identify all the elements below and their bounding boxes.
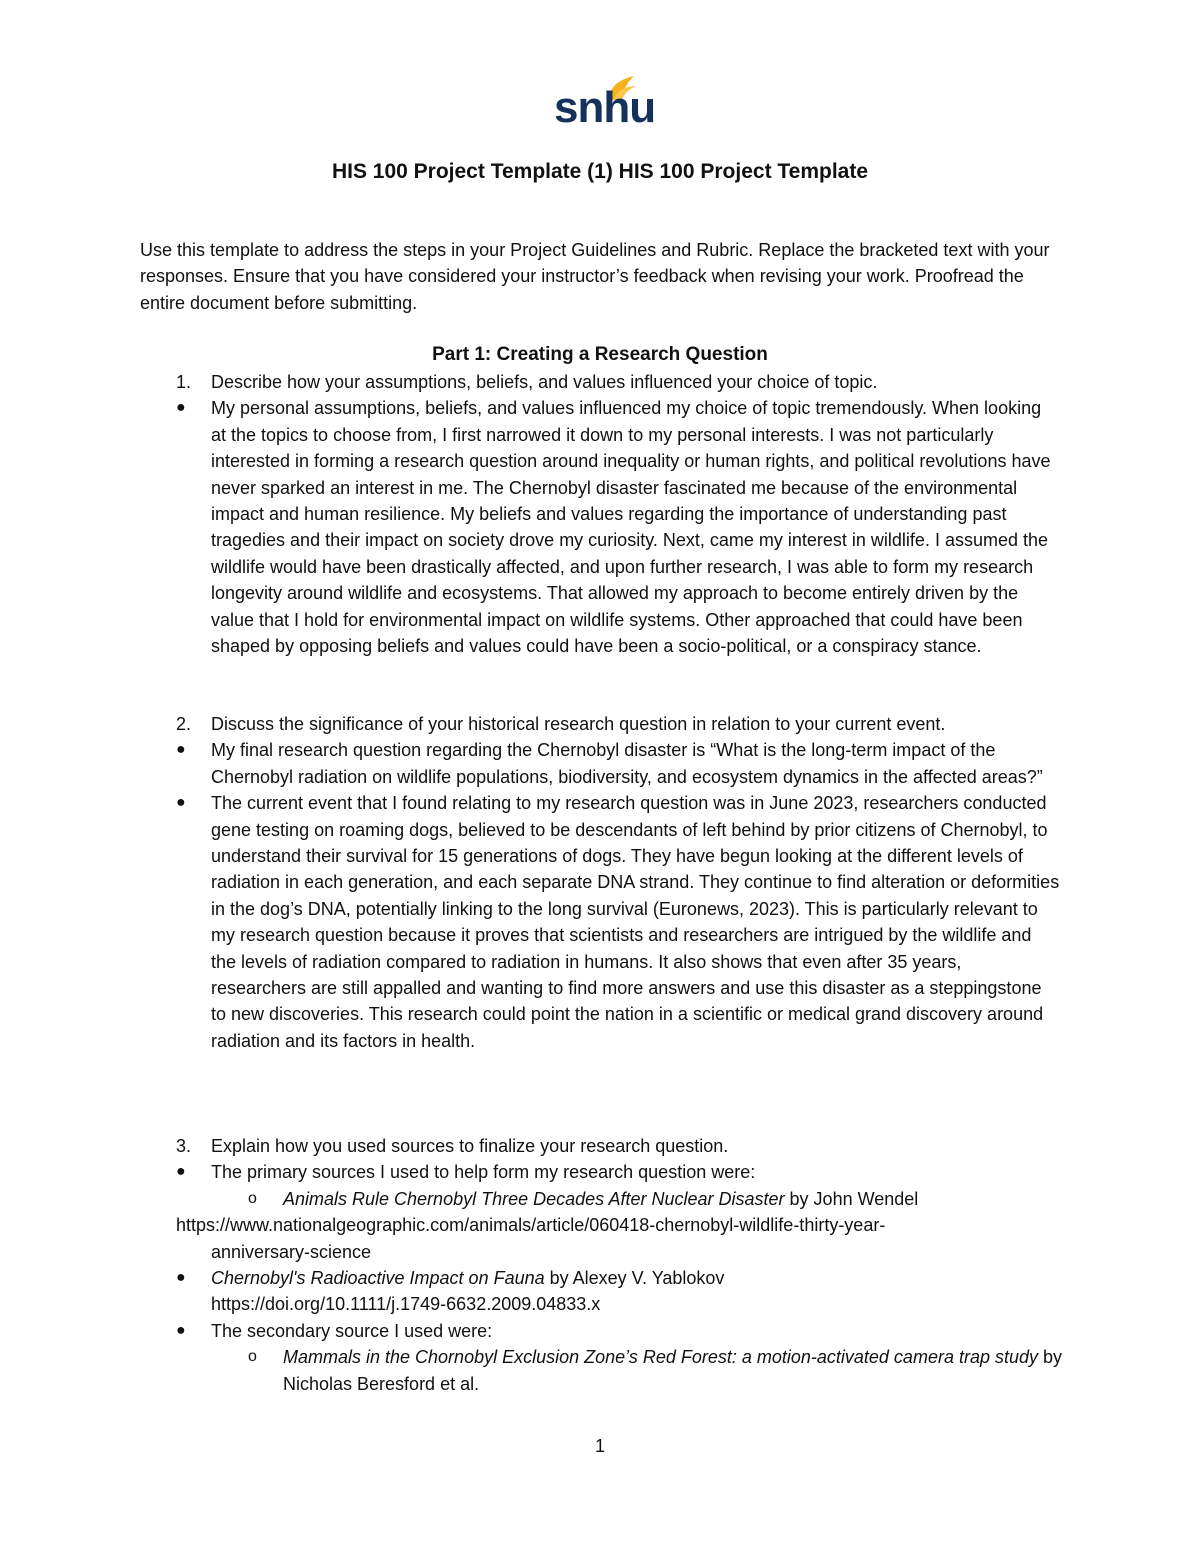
part1-heading: Part 1: Creating a Research Question [432,344,768,365]
answer-text: The current event that I found relating to my research question was in June 2023, researchers conducted gene testing on roaming dogs, believed to be descendants of left behind by prior citizens of Chernobyl, to understand their survival for 15 generations of dogs. They have begun looking at the different levels of radiation in each generation, and each separate DNA strand. They continue to find alteration or deformities in the dog’s DNA, potentially linking to the long survival (Euronews, 2023). This is particularly relevant to my research question because it proves that scientists and researchers are intrigued by the wildlife and the levels of radiation compared to radiation in humans. It also shows that even after 35 years, researchers are still appalled and wanting to find more answers and use this disaster as a steppingstone to new discoveries. This research could point the nation in a scientific or medical grand discovery around radiation and its factors in health. [211,793,1060,1051]
answer-2b [0,790,1200,1054]
bullet-icon: ● [176,741,186,759]
source-title: Animals Rule Chernobyl Three Decades After Nuclear Disaster [283,1188,785,1209]
bullet-icon: ● [176,1269,186,1287]
question-number: 2. [176,714,192,734]
bullet-icon: ● [176,1321,186,1339]
answer-text: My final research question regarding the Chernobyl disaster is “What is the long-term impact of the Chernobyl radiation on wildlife populations, biodiversity, and ecosystem dynamics in the affected areas?” [211,740,1043,787]
question-number: 3. [176,1136,192,1156]
source-1 [0,1186,1200,1212]
answer-1 [0,395,1200,659]
circle-bullet-icon: o [248,1348,257,1366]
bullet-icon: ● [176,794,186,812]
source-2-url[interactable]: https://doi.org/10.1111/j.1749-6632.2009.04833.x [211,1294,601,1315]
answer-text: My personal assumptions, beliefs, and values influenced my choice of topic tremendously. When looking at the topics to choose from, I first narrowed it down to my personal interests. I was not particularly interested in forming a research question around inequality or human rights, and political revolutions have never sparked an interest in me. The Chernobyl disaster fascinated me because of the environmental impact and human resilience. My beliefs and values regarding the importance of understanding past tragedies and their impact on society drove my curiosity. Next, came my interest in wildlife. I assumed the wildlife would have been drastically affected, and upon further research, I was able to form my research longevity around wildlife and ecosystems. That allowed my approach to become entirely driven by the value that I hold for environmental impact on wildlife systems. Other approached that could have been shaped by opposing beliefs and values could have been a socio-political, or a conspiracy stance. [211,398,1051,657]
question-2-block [0,711,1200,1054]
document-title: HIS 100 Project Template (1) HIS 100 Project Template [331,160,869,183]
question-3-block [0,1133,1200,1397]
source-1-citation [283,1186,1063,1212]
source-1-url[interactable]: https://www.nationalgeographic.com/animals/article/060418-chernobyl-wildlife-thirty-year- [176,1215,886,1236]
source-author: by John Wendel [784,1188,919,1209]
question-text: Explain how you used sources to finalize your research question. [211,1136,729,1156]
source-author: by Alexey V. Yablokov [544,1268,725,1289]
bullet-icon: ● [176,399,186,417]
source-title: Mammals in the Chornobyl Exclusion Zone’s Red Forest: a motion-activated camera trap study [283,1347,1038,1368]
source-2 [0,1265,1200,1291]
page-number: 1 [594,1436,605,1456]
intro-paragraph: Use this template to address the steps in your Project Guidelines and Rubric. Replace the bracketed text with your responses. Ensure that you have considered your instructor’s feedback when revising your work. Proofread the entire document before submitting. [140,240,1050,313]
answer-2a [0,737,1200,790]
source-author: by Nicholas Beresford et al. [283,1347,1063,1394]
question-text: Describe how your assumptions, beliefs, and values influenced your choice of topic. [211,372,878,392]
question-1 [0,369,1200,395]
primary-intro-text: The primary sources I used to help form my research question were: [211,1162,756,1183]
source-title: Chernobyl's Radioactive Impact on Fauna [211,1268,545,1289]
source-3 [0,1344,1200,1397]
bullet-icon: ● [176,1163,186,1181]
question-3 [0,1133,1200,1159]
snhu-logo [554,70,656,134]
source-3-citation [283,1344,1063,1397]
question-1-block [0,369,1200,659]
primary-sources-intro [0,1159,1200,1185]
question-text: Discuss the significance of your historical research question in relation to your current event. [211,714,946,734]
logo-text: snhu [554,83,656,132]
circle-bullet-icon: o [248,1189,257,1207]
question-2 [0,711,1200,737]
source-2-citation [211,1265,1061,1291]
secondary-intro-text: The secondary source I used were: [211,1320,493,1341]
source-1-url-continued[interactable]: anniversary-science [211,1241,372,1262]
secondary-sources-intro [0,1318,1200,1344]
question-number: 1. [176,372,192,392]
